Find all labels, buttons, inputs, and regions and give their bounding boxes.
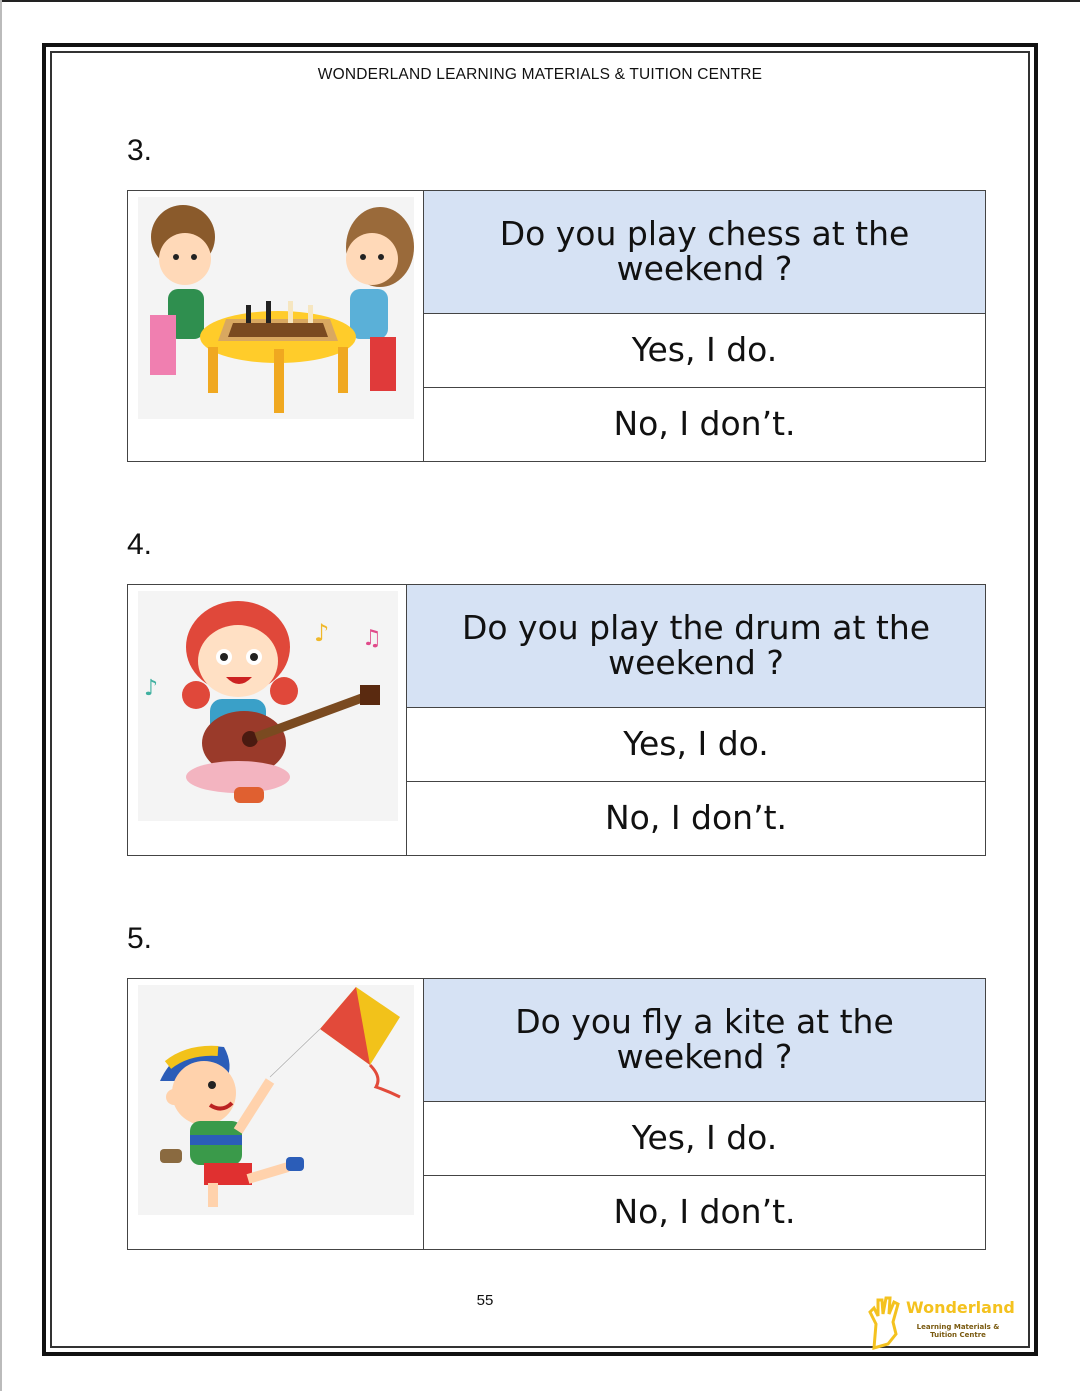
page-top-edge [0, 0, 1080, 2]
page-left-edge [0, 0, 2, 1391]
wonderland-logo [866, 1294, 1015, 1350]
illustration-cell [128, 979, 424, 1249]
illustration-cell [128, 585, 407, 855]
question-number: 4. [127, 528, 153, 561]
answer-yes[interactable]: Yes, I do. [407, 708, 985, 782]
question-text: Do you play the drum at the weekend ? [407, 585, 985, 708]
question-number: 3. [127, 134, 153, 167]
hand-icon [866, 1294, 902, 1350]
answer-no[interactable]: No, I don’t. [604, 798, 788, 838]
answer-no[interactable]: No, I don’t. [613, 1192, 796, 1232]
girl-playing-guitar-illustration [138, 591, 398, 821]
question-card [127, 190, 986, 462]
question-card [127, 584, 986, 856]
answer-table [424, 979, 985, 1249]
logo-subtitle: Learning Materials & Tuition Centre [916, 1323, 1000, 1339]
boy-flying-kite-illustration [138, 985, 414, 1215]
kids-playing-chess-illustration [138, 197, 414, 419]
answer-table [407, 585, 985, 855]
answer-yes[interactable]: Yes, I do. [424, 314, 985, 388]
svg-text:♪: ♪ [144, 676, 159, 701]
illustration-cell [128, 191, 424, 461]
answer-table [424, 191, 985, 461]
answer-no[interactable]: No, I don’t. [613, 404, 796, 444]
question-text: Do you fly a kite at the weekend ? [424, 979, 985, 1102]
svg-text:♫: ♫ [362, 626, 382, 651]
answer-yes[interactable]: Yes, I do. [424, 1102, 985, 1176]
svg-text:♪: ♪ [314, 619, 330, 647]
page-number: 55 [476, 1292, 494, 1309]
logo-title: Wonderland [906, 1298, 1015, 1317]
page-header: WONDERLAND LEARNING MATERIALS & TUITION CENTRE [317, 66, 763, 83]
question-number: 5. [127, 922, 153, 955]
question-card [127, 978, 986, 1250]
question-text: Do you play chess at the weekend ? [424, 191, 985, 314]
